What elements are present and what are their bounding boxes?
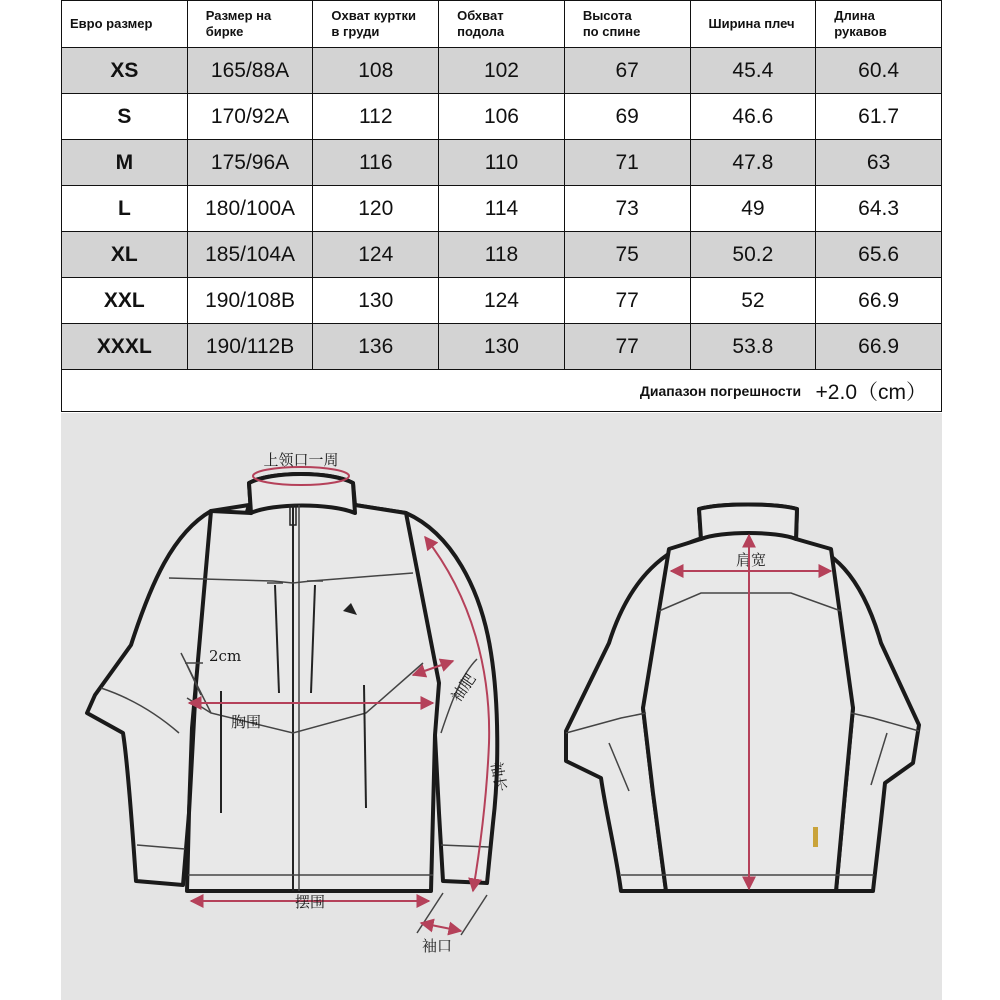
armhole-label: 袖肥: [447, 670, 480, 706]
table-cell: 190/112B: [187, 324, 313, 370]
pocket-offset-label: 2cm: [209, 647, 242, 665]
column-header-line: по спине: [582, 24, 641, 39]
table-cell: 71: [564, 140, 690, 186]
table-row: [62, 186, 942, 232]
tolerance-row: [62, 370, 942, 412]
table-cell: 185/104A: [187, 232, 313, 278]
back-collar: [699, 505, 797, 540]
table-header-row: [62, 1, 942, 48]
table-cell: 75: [564, 232, 690, 278]
table-cell: 175/96A: [187, 140, 313, 186]
column-header-line: Евро размер: [70, 16, 153, 31]
table-cell: 77: [564, 324, 690, 370]
table-cell: 66.9: [816, 324, 942, 370]
shoulder-label: 肩宽: [735, 551, 767, 569]
table-cell: 53.8: [690, 324, 816, 370]
table-cell: 69: [564, 94, 690, 140]
column-header-line: Размер на: [205, 8, 272, 23]
table-cell: 130: [439, 324, 565, 370]
cuff-label: 袖口: [421, 937, 453, 955]
size-cell: L: [62, 186, 188, 232]
hem-label: 摆围: [294, 893, 326, 911]
table-cell: 120: [313, 186, 439, 232]
table-cell: 190/108B: [187, 278, 313, 324]
size-cell: XXL: [62, 278, 188, 324]
column-header-line: подола: [457, 24, 505, 39]
size-chart-table: [61, 0, 942, 412]
table-cell: 64.3: [816, 186, 942, 232]
table-cell: 112: [313, 94, 439, 140]
table-row: [62, 140, 942, 186]
table-row: [62, 48, 942, 94]
table-row: [62, 232, 942, 278]
front-jacket-drawing: [87, 474, 497, 891]
sleeve-length-label: 袖长: [487, 760, 510, 794]
column-header-line: Обхват: [457, 8, 504, 23]
table-cell: 170/92A: [187, 94, 313, 140]
column-header-line: бирке: [205, 24, 244, 39]
table-cell: 124: [439, 278, 565, 324]
table-cell: 65.6: [816, 232, 942, 278]
table-cell: 77: [564, 278, 690, 324]
table-cell: 60.4: [816, 48, 942, 94]
table-row: [62, 94, 942, 140]
cuff-measure-line: [421, 923, 461, 931]
table-cell: 180/100A: [187, 186, 313, 232]
table-cell: 130: [313, 278, 439, 324]
column-header-line: в груди: [331, 24, 380, 39]
table-cell: 67: [564, 48, 690, 94]
column-header: [564, 1, 690, 48]
column-header-line: Охват куртки: [331, 8, 416, 23]
size-cell: S: [62, 94, 188, 140]
tolerance-cell: [62, 370, 942, 412]
table-cell: 108: [313, 48, 439, 94]
table-cell: 102: [439, 48, 565, 94]
table-cell: 47.8: [690, 140, 816, 186]
size-cell: M: [62, 140, 188, 186]
tolerance-label: Диапазон погрешности: [639, 382, 802, 399]
table-cell: 118: [439, 232, 565, 278]
table-cell: 52: [690, 278, 816, 324]
table-body: [62, 48, 942, 370]
table-cell: 136: [313, 324, 439, 370]
jacket-measurement-diagram: [61, 413, 942, 1000]
table-cell: 46.6: [690, 94, 816, 140]
table-cell: 114: [439, 186, 565, 232]
column-header: [313, 1, 439, 48]
size-cell: XS: [62, 48, 188, 94]
table-cell: 106: [439, 94, 565, 140]
column-header: [187, 1, 313, 48]
column-header-line: рукавов: [834, 24, 887, 39]
table-cell: 110: [439, 140, 565, 186]
column-header: [816, 1, 942, 48]
table-cell: 50.2: [690, 232, 816, 278]
table-cell: 63: [816, 140, 942, 186]
column-header: [439, 1, 565, 48]
table-cell: 165/88A: [187, 48, 313, 94]
table-row: [62, 324, 942, 370]
table-cell: 66.9: [816, 278, 942, 324]
table-cell: 73: [564, 186, 690, 232]
tolerance-value: +2.0（cm）: [815, 380, 927, 404]
table-cell: 116: [313, 140, 439, 186]
size-cell: XL: [62, 232, 188, 278]
column-header: [690, 1, 816, 48]
front-collar: [249, 474, 355, 513]
column-header-line: Длина: [834, 8, 875, 23]
jacket-sketches: [61, 413, 942, 1000]
chest-label: 胸围: [230, 713, 262, 731]
table-cell: 45.4: [690, 48, 816, 94]
table-row: [62, 278, 942, 324]
collar-label: 上领口一周: [263, 451, 339, 469]
table-cell: 61.7: [816, 94, 942, 140]
size-cell: XXXL: [62, 324, 188, 370]
column-header-line: Ширина плеч: [708, 16, 795, 31]
table-cell: 124: [313, 232, 439, 278]
table-cell: 49: [690, 186, 816, 232]
hanger-tag: [813, 827, 818, 847]
column-header: [62, 1, 188, 48]
column-header-line: Высота: [582, 8, 632, 23]
